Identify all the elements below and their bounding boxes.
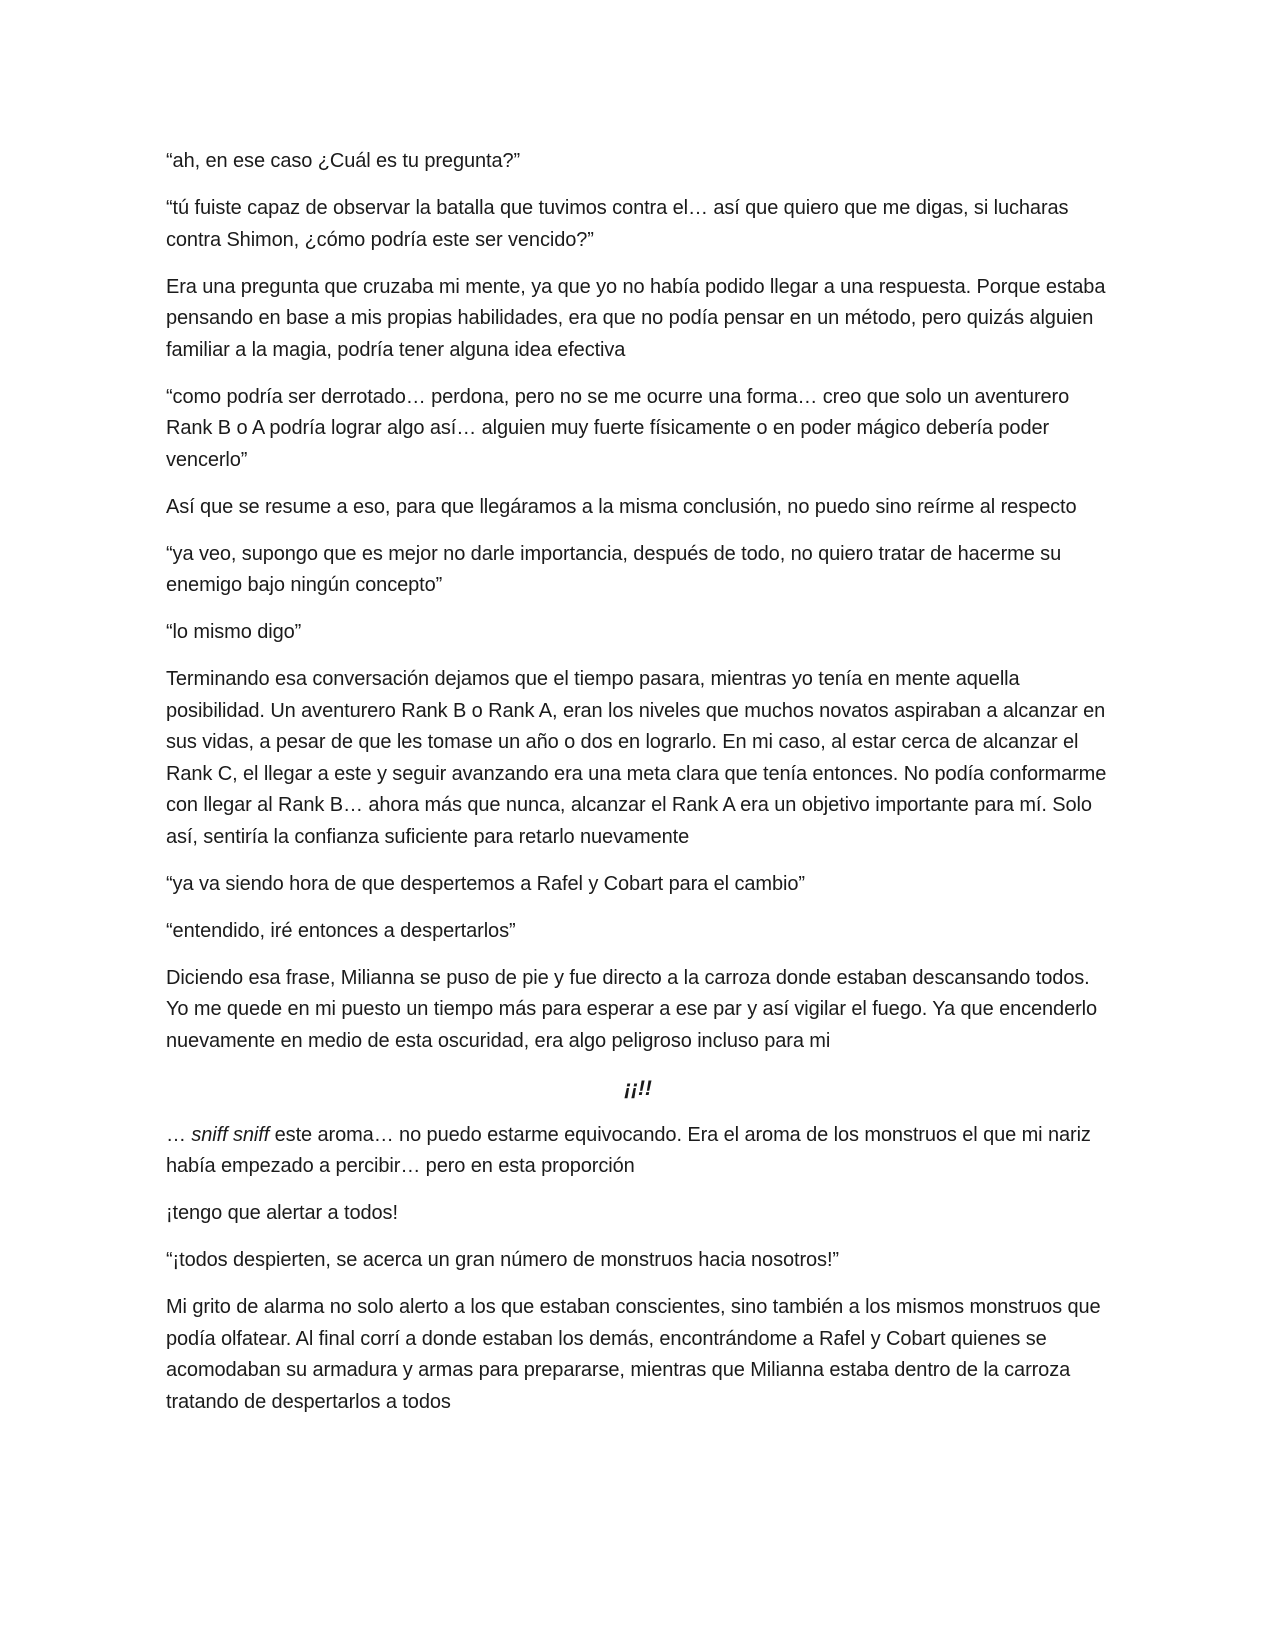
text-run: “lo mismo digo” (166, 621, 302, 643)
bold-italic-text-run: ¡¡!! (624, 1076, 652, 1100)
paragraph (166, 492, 1110, 524)
paragraph (166, 1120, 1110, 1183)
paragraph (166, 382, 1110, 477)
paragraph (166, 1198, 1110, 1230)
text-run: Era una pregunta que cruzaba mi mente, ya que yo no había podido llegar a una respuesta. Porque estaba pensando en base a mis propias habilidades, era que no podía pensar en un método, pero quizás alguien familiar a la magia, podría tener alguna idea efectiva (166, 275, 1106, 361)
text-run: este aroma… no puedo estarme equivocando. Era el aroma de los monstruos el que mi nariz había empezado a percibir… pero en esta proporción (166, 1123, 1091, 1177)
paragraph (166, 963, 1110, 1058)
text-run: “¡todos despierten, se acerca un gran número de monstruos hacia nosotros!” (166, 1249, 839, 1271)
text-run: “como podría ser derrotado… perdona, pero no se me ocurre una forma… creo que solo un aventurero Rank B o A podría lograr algo así… alguien muy fuerte físicamente o en poder mágico debería poder vencerlo” (166, 385, 1070, 471)
text-run: ¡tengo que alertar a todos! (166, 1202, 398, 1224)
paragraph (166, 1292, 1110, 1418)
text-run: Terminando esa conversación dejamos que el tiempo pasara, mientras yo tenía en mente aquella posibilidad. Un aventurero Rank B o Rank A, eran los niveles que muchos novatos aspiraban a alcanzar en sus vidas, a pesar de que les tomase un año o dos en lograrlo. En mi caso, al estar cerca de alcanzar el Rank C, el llegar a este y seguir avanzando era una meta clara que tenía entonces. No podía conformarme con llegar al Rank B… ahora más que nunca, alcanzar el Rank A era un objetivo importante para mí. Solo así, sentiría la confianza suficiente para retarlo nuevamente (166, 668, 1107, 848)
text-run: “ya veo, supongo que es mejor no darle importancia, después de todo, no quiero tratar de hacerme su enemigo bajo ningún concepto” (166, 542, 1062, 596)
paragraph (166, 1245, 1110, 1277)
text-run: Mi grito de alarma no solo alerto a los que estaban conscientes, sino también a los mismos monstruos que podía olfatear. Al final corrí a donde estaban los demás, encontrándome a Rafel y Cobart quienes se acomodaban su armadura y armas para prepararse, mientras que Milianna estaba dentro de la carroza tratando de despertarlos a todos (166, 1296, 1101, 1413)
paragraph (166, 272, 1110, 367)
text-run: “ya va siendo hora de que despertemos a Rafel y Cobart para el cambio” (166, 872, 805, 895)
paragraph (166, 539, 1110, 602)
scene-break (166, 1073, 1110, 1105)
paragraph (166, 916, 1110, 948)
text-run: Diciendo esa frase, Milianna se puso de pie y fue directo a la carroza donde estaban descansando todos. Yo me quede en mi puesto un tiempo más para esperar a ese par y así vigilar el fuego. Ya que encenderlo nuevamente en medio de esta oscuridad, era algo peligroso incluso para mi (166, 966, 1098, 1052)
text-run: “tú fuiste capaz de observar la batalla que tuvimos contra el… así que quiero que me digas, si lucharas contra Shimon, ¿cómo podría este ser vencido?” (166, 197, 1069, 251)
paragraph (166, 193, 1110, 256)
text-run: Así que se resume a eso, para que llegáramos a la misma conclusión, no puedo sino reírme al respecto (166, 495, 1077, 518)
text-run: “ah, en ese caso ¿Cuál es tu pregunta?” (166, 150, 521, 172)
paragraph (166, 869, 1110, 901)
paragraph (166, 664, 1110, 853)
paragraph (166, 146, 1110, 178)
text-run: … (166, 1123, 192, 1146)
paragraph (166, 617, 1110, 649)
italic-text-run: sniff sniff (191, 1123, 270, 1146)
text-run: “entendido, iré entonces a despertarlos” (166, 919, 516, 942)
